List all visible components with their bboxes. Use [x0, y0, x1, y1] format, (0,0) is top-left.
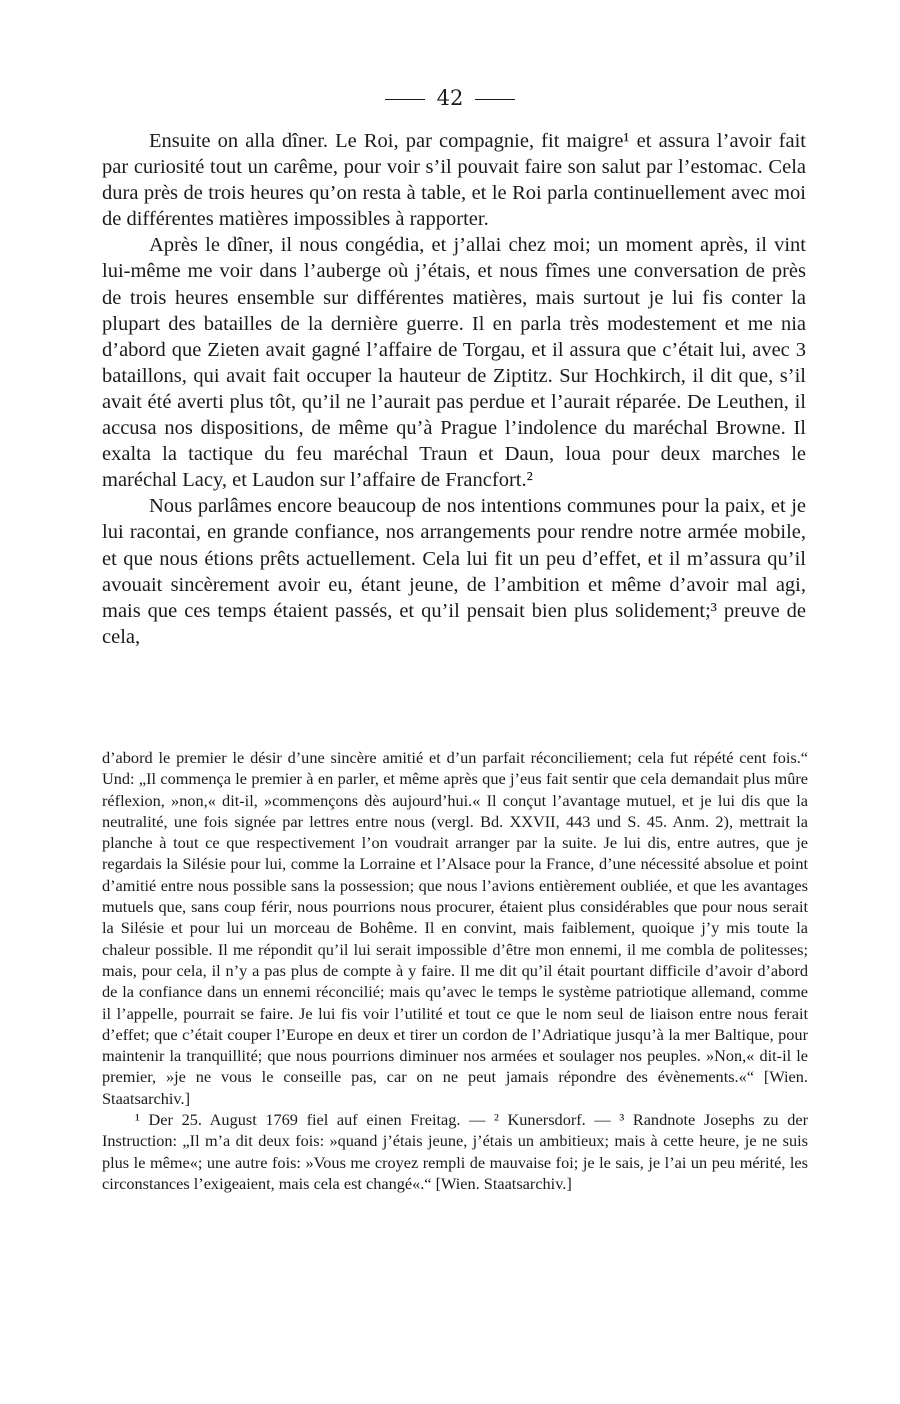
- paragraph: Après le dîner, il nous congédia, et j’allai chez moi; un moment après, il vint lui-même me voir dans l’auberge où j’étais, et nous fîmes une conversation de près de trois heures ensemble sur différentes matières, mais surtout je lui fis conter la plupart des batailles de la dernière guerre. Il en parla très modestement et me nia d’abord que Zieten avait gagné l’affaire de Torgau, et il assura que c’était lui, avec 3 bataillons, qui avait fait occuper la hauteur de Ziptitz. Sur Hochkirch, il dit que, s’il avait été averti plus tôt, qu’il ne l’aurait pas perdue et l’aurait réparée. De Leuthen, il accusa nos dispositions, de même qu’à Prague l’indolence du maréchal Browne. Il exalta la tactique du feu maréchal Traun et Daun, loua pour deux marches le maréchal Lacy, et Laudon sur l’affaire de Francfort.²: [102, 234, 806, 492]
- notes-section: [102, 747, 808, 1194]
- continued-note: d’abord le premier le désir d’une sincère amitié et d’un parfait réconciliement; cela fut répété cent fois.“ Und: „Il commença le premier à en parler, et même après que j’eus fait sentir que cela demandait plus mûre réflexion, »non,« dit-il, »commençons dès aujourd’hui.« Il conçut l’avantage mutuel, et je lui dis que la neutralité, une fois signée par lettres entre nous (vergl. Bd. XXVII, 443 und S. 45. Anm. 2), mettrait la planche à tout ce que respectivement l’on voudrait arranger par la suite. Je lui dis, entre autres, que je regardais la Silésie pour lui, comme la Lorraine et l’Alsace pour la France, d’une nécessité absolue et point d’amitié entre nous possible sans la possession; que nous l’avions entièrement oubliée, et que les avantages mutuels que, sans coup férir, nous pourrions nous procurer, étaient plus considérables que pour nous serait la Silésie et pour lui un morceau de Bohême. Il en convint, mais faiblement, quoique j’y mis toute la chaleur possible. Il me répondit qu’il lui serait impossible d’être mon ennemi, il me combla de politesses; mais, pour cela, il n’y a pas plus de compte à y faire. Il me dit qu’il était pourtant difficile d’avoir d’abord de la confiance dans un ennemi réconcilié; mais qu’avec le temps le système patriotique allemand, comme il l’appelle, pourrait se faire. Je lui fis voir l’utilité et tout ce que le nom seul de liaison entre nous ferait d’effet; que c’était couper l’Europe en deux et tirer un cordon de l’Adriatique jusqu’à la mer Baltique, pour maintenir la tranquillité; que nous pourrions diminuer nos armées et soulager nos peuples. »Non,« dit-il le premier, »je ne vous le conseille pas, car on ne peut jamais répondre des évènements.«“ [Wien. Staatsarchiv.]: [102, 748, 808, 1108]
- footnotes: ¹ Der 25. August 1769 fiel auf einen Freitag. — ² Kunersdorf. — ³ Randnote Josephs zu der Instruction: „Il m’a dit deux fois: »quand j’étais jeune, j’étais un ambitieux; mais à cette heure, je ne suis plus le même«; une autre fois: »Vous me croyez rempli de mauvaise foi; je le sais, je l’ai un peu mérité, les circonstances l’exigeaient, mais cela est changé«.“ [Wien. Staatsarchiv.]: [102, 1110, 808, 1193]
- page-number: 42: [436, 86, 464, 110]
- page-header: [0, 84, 900, 112]
- main-text: [102, 128, 806, 650]
- paragraph: Ensuite on alla dîner. Le Roi, par compagnie, fit maigre¹ et assura l’avoir fait par curiosité tout un carême, pour voir s’il pouvait faire son salut par l’estomac. Cela dura près de trois heures qu’on resta à table, et le Roi parla continuellement avec moi de différentes matières impossibles à rapporter.: [102, 130, 806, 231]
- header-rule-left: [385, 99, 425, 100]
- header-rule-right: [475, 99, 515, 100]
- paragraph: Nous parlâmes encore beaucoup de nos intentions communes pour la paix, et je lui racontai, en grande confiance, nos arrangements pour rendre notre armée mobile, et que nous étions prêts actuellement. Cela lui fit un peu d’effet, et il m’assura qu’il avouait sincèrement avoir eu, étant jeune, de l’ambition et même d’avoir mal agi, mais que ces temps étaient passés, et qu’il pensait bien plus solidement;³ preuve de cela,: [102, 495, 806, 648]
